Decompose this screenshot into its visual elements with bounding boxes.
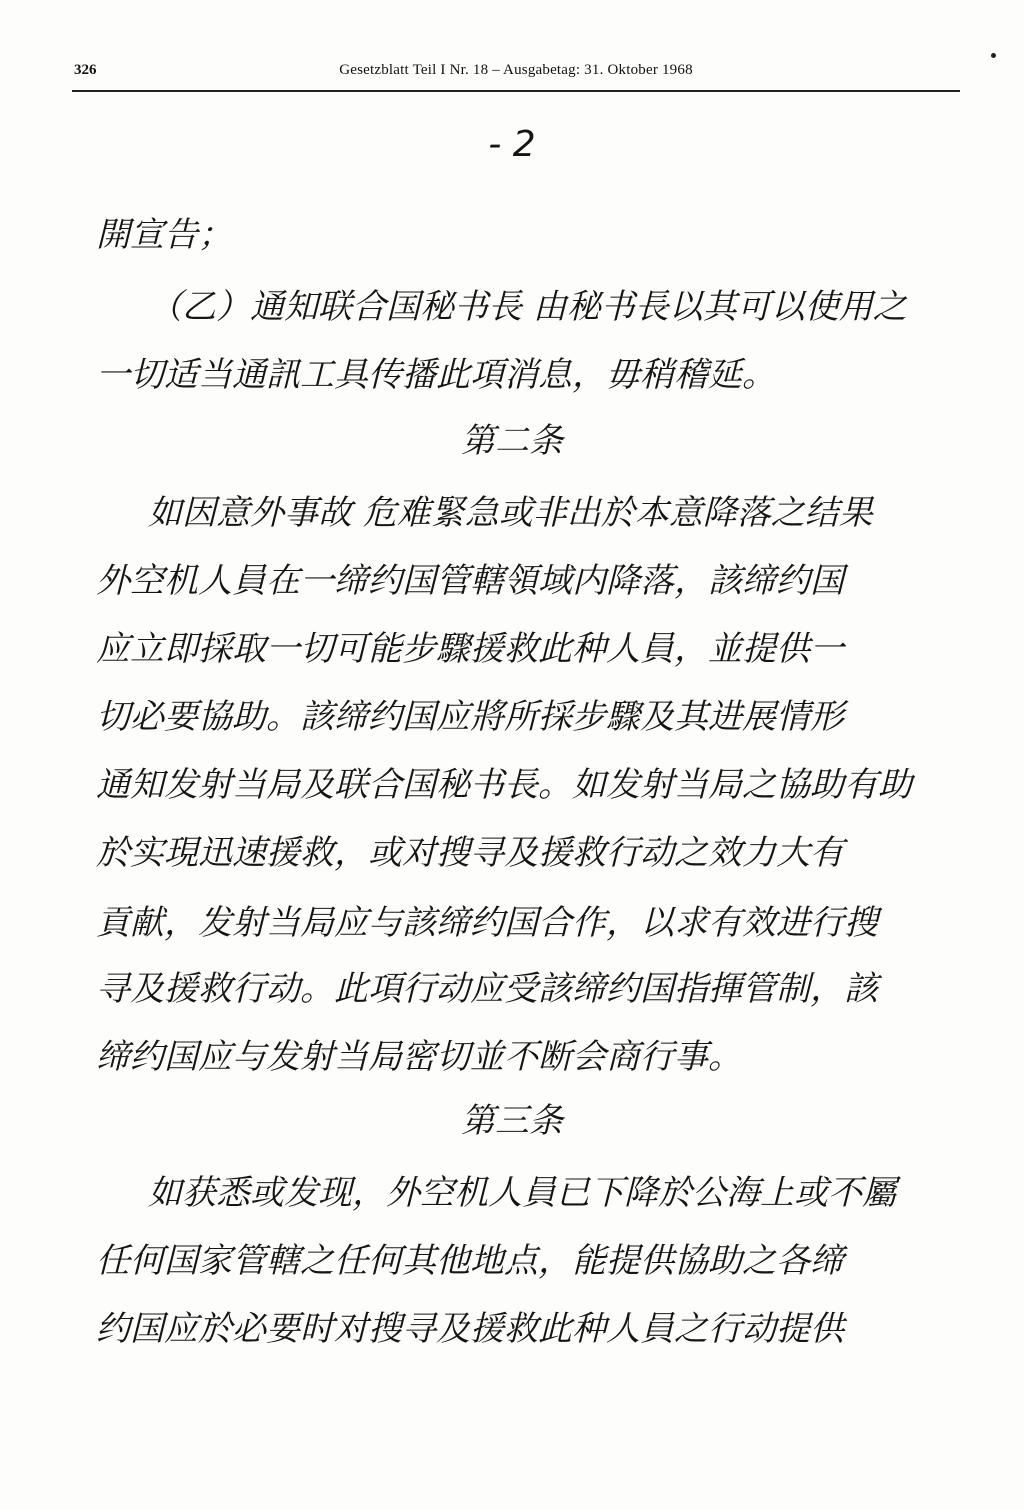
article-heading: 第三条 bbox=[461, 1101, 563, 1141]
page-number: 326 bbox=[74, 62, 97, 78]
text-line: 於实現迅速援救，或对搜寻及援救行动之效力大有 bbox=[96, 833, 844, 873]
text-line: 一切适当通訊工具传播此項消息，毋稍稽延。 bbox=[96, 355, 776, 395]
text-line: 通知发射当局及联合国秘书長。如发射当局之協助有助 bbox=[96, 765, 912, 805]
text-line: 任何国家管轄之任何其他地点，能提供協助之各缔 bbox=[96, 1241, 844, 1281]
ink-speck bbox=[991, 53, 996, 58]
text-line: （乙）通知联合国秘书長 由秘书長以其可以使用之 bbox=[148, 287, 907, 327]
text-line: 如获悉或发现，外空机人員已下降於公海上或不屬 bbox=[148, 1173, 896, 1213]
header-rule bbox=[72, 90, 960, 92]
text-line: 寻及援救行动。此項行动应受該缔约国指揮管制，該 bbox=[96, 969, 878, 1009]
running-title: Gesetzblatt Teil I Nr. 18 – Ausgabetag: 31. Oktober 1968 bbox=[339, 62, 693, 78]
sheet-number: - 2 bbox=[488, 124, 536, 165]
text-line: 约国应於必要时对搜寻及援救此种人員之行动提供 bbox=[96, 1309, 844, 1349]
text-line: 应立即採取一切可能步驟援救此种人員，並提供一 bbox=[96, 629, 844, 669]
text-line: 開宣告； bbox=[96, 215, 232, 255]
page-header bbox=[72, 58, 960, 90]
text-line: 缔约国应与发射当局密切並不断会商行事。 bbox=[96, 1037, 742, 1077]
article-heading: 第二条 bbox=[461, 421, 563, 461]
text-line: 外空机人員在一缔约国管轄領域内降落，該缔约国 bbox=[96, 561, 844, 601]
text-line: 貢献，发射当局应与該缔约国合作，以求有效进行搜 bbox=[96, 903, 878, 943]
text-line: 切必要協助。該缔约国应將所採步驟及其进展情形 bbox=[96, 697, 844, 737]
text-line: 如因意外事故 危难緊急或非出於本意降落之结果 bbox=[148, 493, 873, 533]
